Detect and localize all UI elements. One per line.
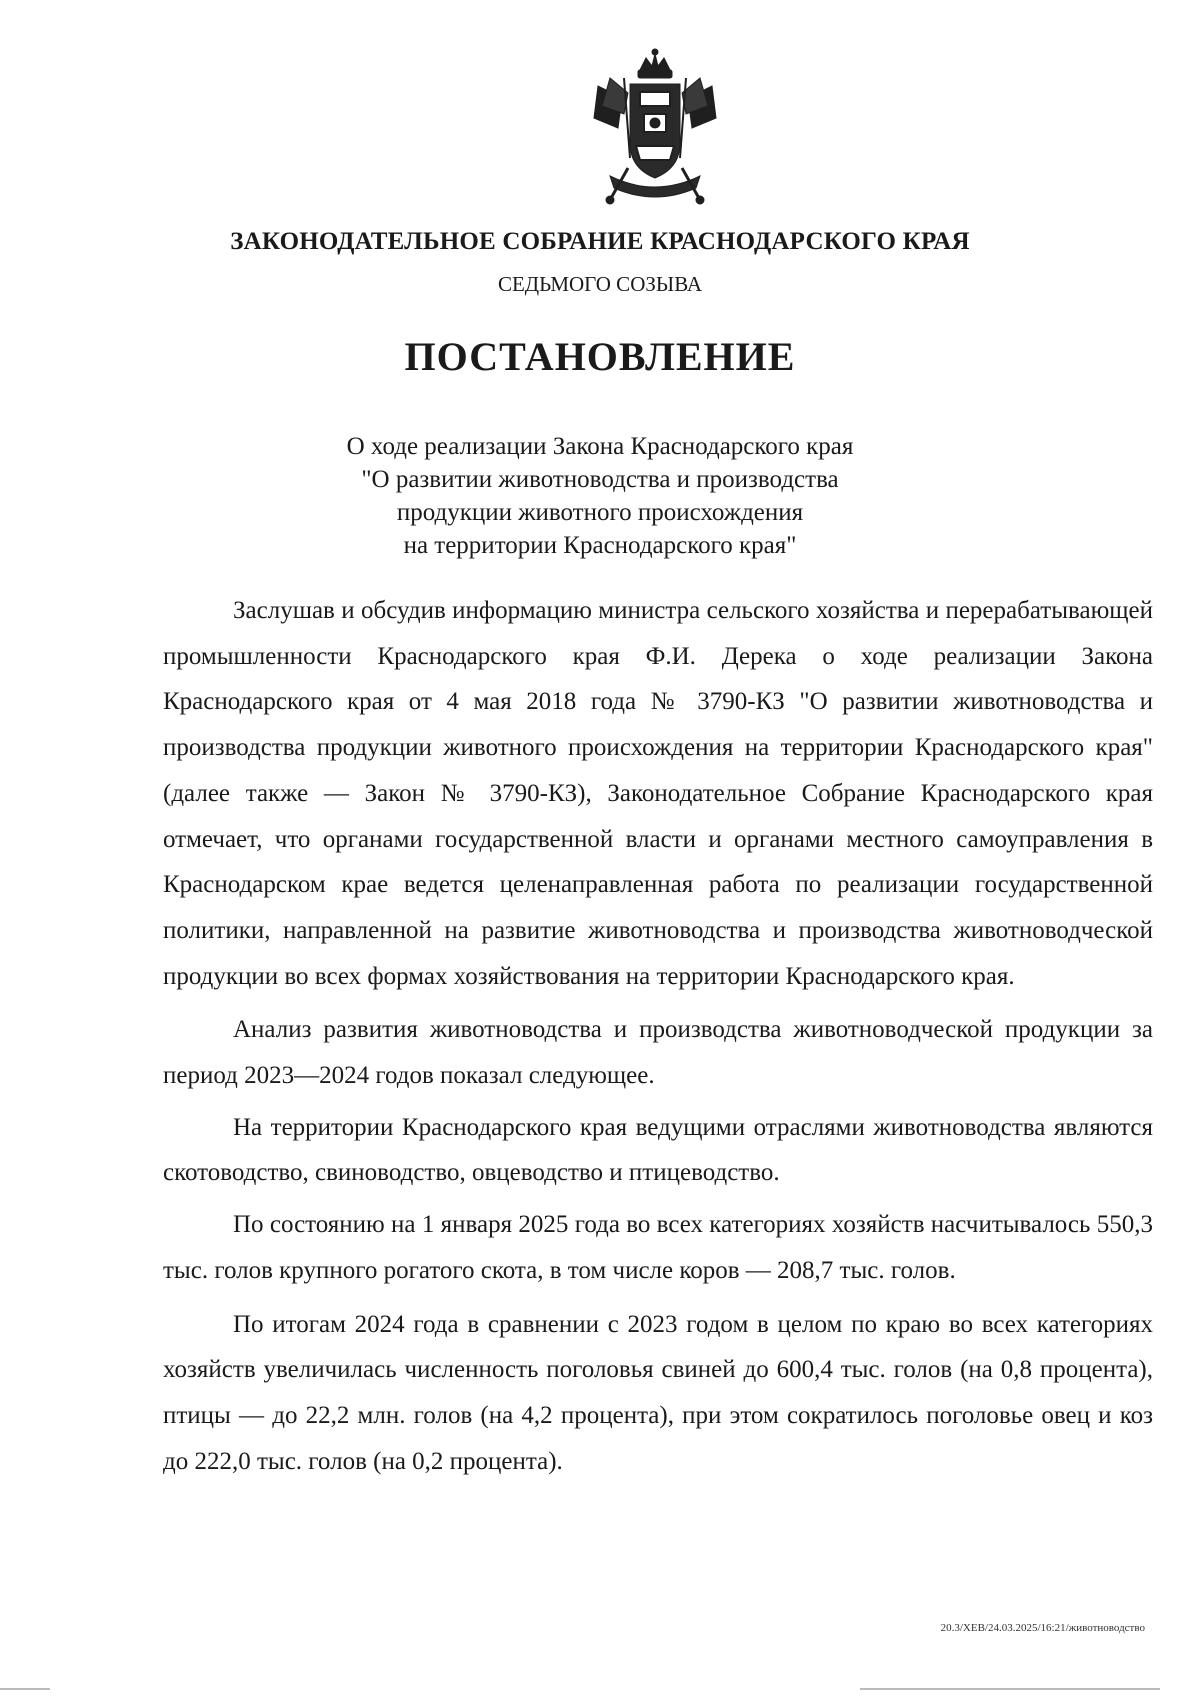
document-reference-code: 20.3/ХЕВ/24.03.2025/16:21/животноводство: [940, 1622, 1145, 1634]
subject-line: продукции животного происхождения: [396, 499, 804, 526]
scan-artifact: [0, 1688, 50, 1690]
subject-line: О ходе реализации Закона Краснодарского края: [346, 433, 854, 460]
document-subject: [0, 430, 1200, 562]
convocation-subtitle: СЕДЬМОГО СОЗЫВА: [497, 272, 703, 296]
body-paragraph: По итогам 2024 года в сравнении с 2023 годом в целом по краю во всех категориях хозяйств увеличилась численность поголовья свиней до 600,4 тыс. голов (на 0,8 процента), птицы — до 22,2 млн. голов (на 4,2 процента), при этом сократилось поголовье овец и коз до 222,0 тыс. голов (на 0,2 процента).: [163, 1310, 1153, 1475]
subject-line: на территории Краснодарского края": [403, 532, 797, 559]
body-paragraph: Заслушав и обсудив информацию министра сельского хозяйства и перерабатывающей промышленности Краснодарского края Ф.И. Дерека о ходе реализации Закона Краснодарского края от 4 мая 2018 года № 3790-КЗ "О развитии животноводства и производства продукции животного происхождения на территории Краснодарского края" (далее также — Закон № 3790-КЗ), Законодательное Собрание Краснодарского края отмечает, что органами государственной власти и органами местного самоуправления в Краснодарском крае ведется целенаправленная работа по реализации государственной политики, направленной на развитие животноводства и производства животноводческой продукции во всех формах хозяйствования на территории Краснодарского края.: [163, 597, 1153, 990]
body-paragraph: Анализ развития животноводства и производства животноводческой продукции за период 2023—2024 годов показал следующее.: [163, 1016, 1153, 1090]
organization-title: ЗАКОНОДАТЕЛЬНОЕ СОБРАНИЕ КРАСНОДАРСКОГО КРАЯ: [230, 228, 970, 255]
coat-of-arms-icon: [580, 48, 730, 208]
scan-artifact: [860, 1688, 1160, 1690]
document-type-heading: ПОСТАНОВЛЕНИЕ: [404, 334, 796, 379]
document-body: [163, 588, 1153, 1492]
subject-line: "О развитии животноводства и производства: [361, 466, 839, 493]
body-paragraph: По состоянию на 1 января 2025 года во всех категориях хозяйств насчитывалось 550,3 тыс. голов крупного рогатого скота, в том числе коров — 208,7 тыс. голов.: [163, 1211, 1153, 1284]
body-paragraph: На территории Краснодарского края ведущими отраслями животноводства являются скотоводство, свиноводство, овцеводство и птицеводство.: [163, 1113, 1153, 1187]
